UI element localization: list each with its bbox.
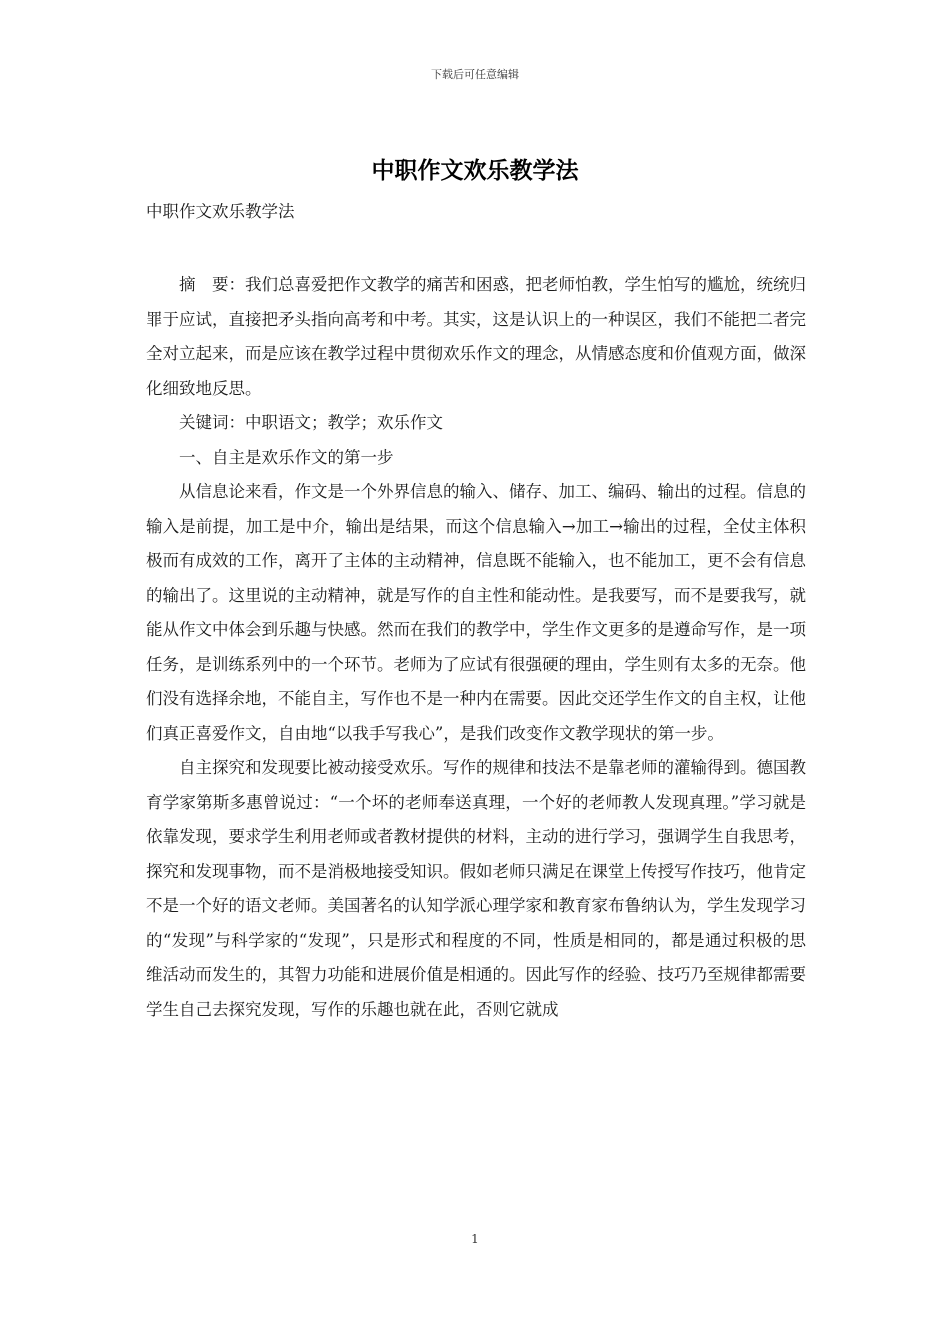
document-body bbox=[146, 268, 806, 1027]
abstract-paragraph: 摘 要：我们总喜爱把作文教学的痛苦和困惑，把老师怕教，学生怕写的尴尬，统统归罪于应试，直接把矛头指向高考和中考。其实，这是认识上的一种误区，我们不能把二者完全对立起来，而是应该在教学过程中贯彻欢乐作文的理念，从情感态度和价值观方面，做深化细致地反思。 bbox=[146, 275, 806, 398]
document-title: 中职作文欢乐教学法 bbox=[371, 157, 579, 184]
body-paragraph: 自主探究和发现要比被动接受欢乐。写作的规律和技法不是靠老师的灌输得到。德国教育学家第斯多惠曾说过：“一个坏的老师奉送真理，一个好的老师教人发现真理。”学习就是依靠发现，要求学生利用老师或者教材提供的材料，主动的进行学习，强调学生自我思考，探究和发现事物，而不是消极地接受知识。假如老师只满足在课堂上传授写作技巧，他肯定不是一个好的语文老师。美国著名的认知学派心理学家和教育家布鲁纳认为，学生发现学习的“发现”与科学家的“发现”，只是形式和程度的不同，性质是相同的，都是通过积极的思维活动而发生的，其智力功能和进展价值是相通的。因此写作的经验、技巧乃至规律都需要学生自己去探究发现，写作的乐趣也就在此，否则它就成 bbox=[146, 758, 806, 1019]
page-header: 下载后可任意编辑 bbox=[431, 68, 519, 81]
body-paragraph: 从信息论来看，作文是一个外界信息的输入、储存、加工、编码、输出的过程。信息的输入是前提，加工是中介，输出是结果，而这个信息输入→加工→输出的过程，全仗主体积极而有成效的工作，离开了主体的主动精神，信息既不能输入，也不能加工，更不会有信息的输出了。这里说的主动精神，就是写作的自主性和能动性。是我要写，而不是要我写，就能从作文中体会到乐趣与快感。然而在我们的教学中，学生作文更多的是遵命写作，是一项任务，是训练系列中的一个环节。老师为了应试有很强硬的理由，学生则有太多的无奈。他们没有选择余地，不能自主，写作也不是一种内在需要。因此交还学生作文的自主权，让他们真正喜爱作文，自由地“以我手写我心”，是我们改变作文教学现状的第一步。 bbox=[146, 482, 806, 743]
section-heading: 一、自主是欢乐作文的第一步 bbox=[179, 447, 394, 467]
document-subtitle: 中职作文欢乐教学法 bbox=[146, 202, 295, 221]
page-number: 1 bbox=[471, 1232, 479, 1246]
keywords-paragraph: 关键词：中职语文；教学；欢乐作文 bbox=[179, 413, 443, 432]
